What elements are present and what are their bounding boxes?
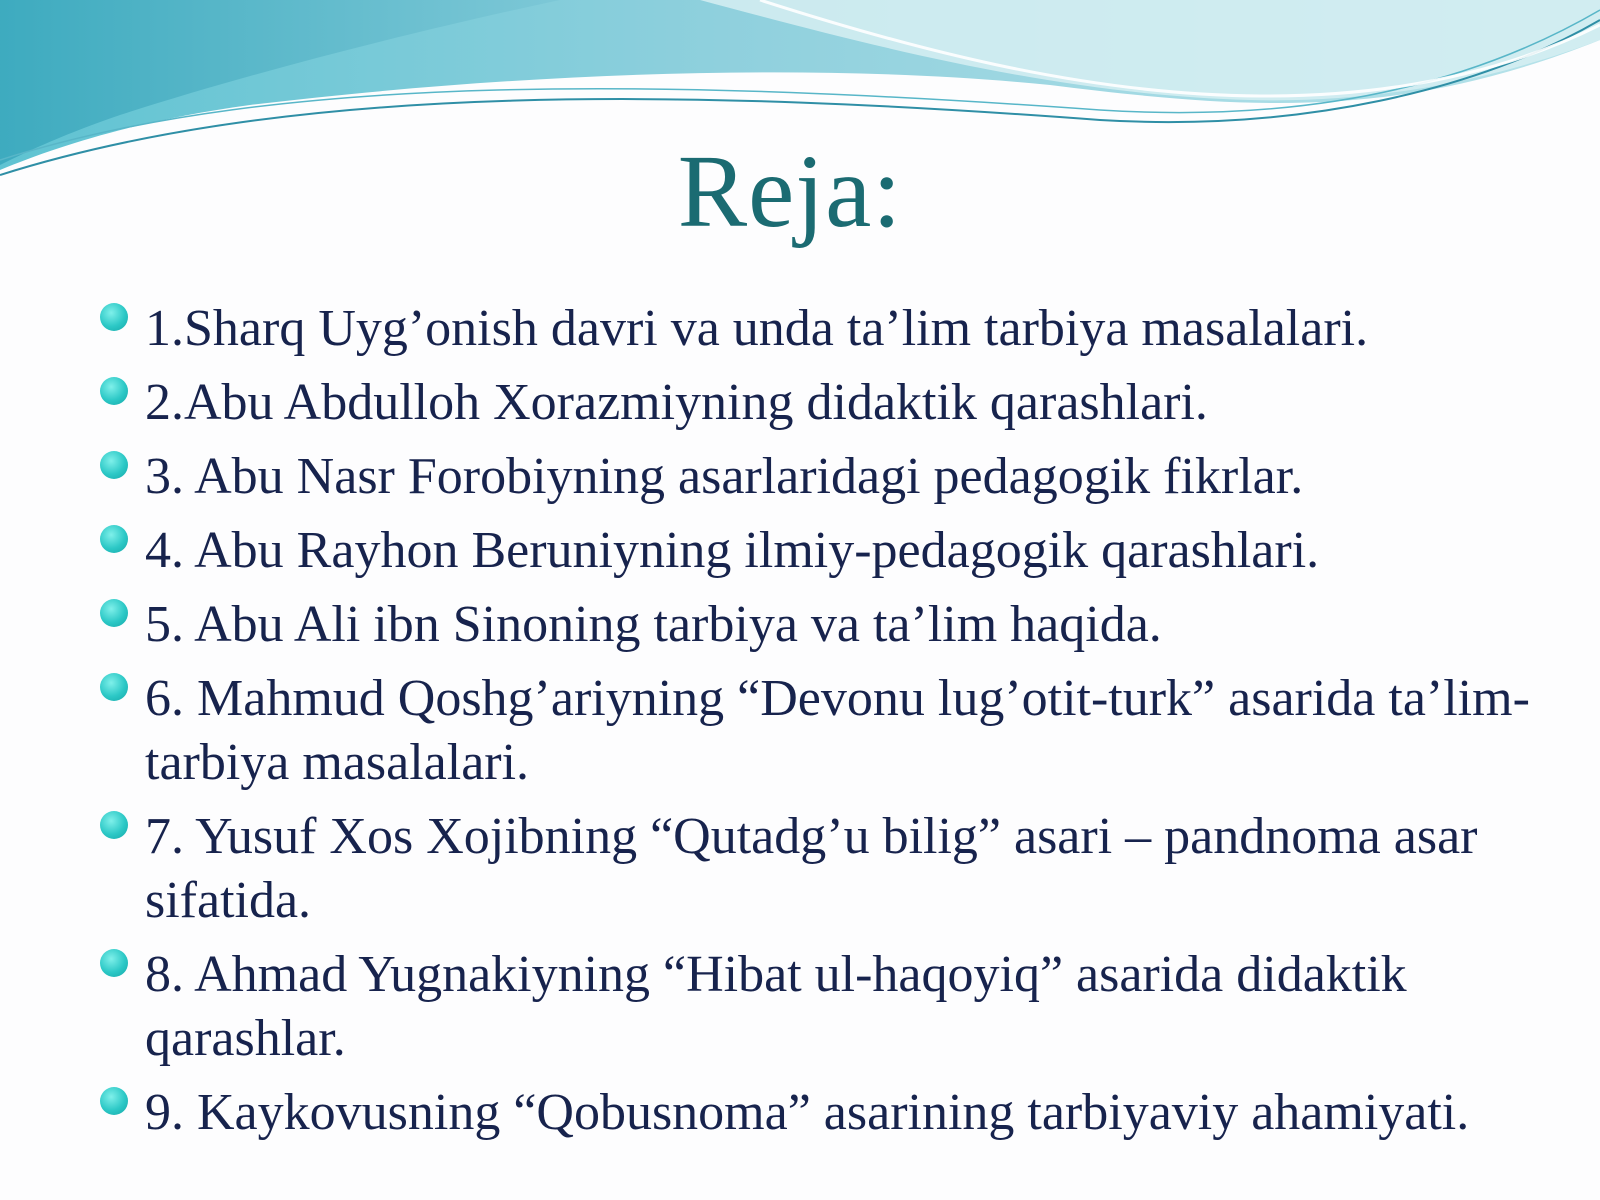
list-item-text: 6. Mahmud Qoshg’ariyning “Devonu lug’otit-turk” asarida ta’lim-tarbiya masalalari. xyxy=(145,670,1530,791)
list-item xyxy=(100,445,1580,509)
list-item-text: 9. Kaykovusning “Qobusnoma” asarining tarbiyaviy ahamiyati. xyxy=(145,1084,1470,1141)
bullet-icon xyxy=(100,949,128,977)
slide-title: Reja: xyxy=(677,134,903,249)
list-item-text: 1.Sharq Uyg’onish davri va unda ta’lim tarbiya masalalari. xyxy=(145,300,1369,357)
list-item-text: 2.Abu Abdulloh Xorazmiyning didaktik qarashlari. xyxy=(145,374,1208,431)
bullet-icon xyxy=(100,811,128,839)
list-item xyxy=(100,371,1580,435)
list-item xyxy=(100,297,1580,361)
bullet-icon xyxy=(100,451,128,479)
bullet-icon xyxy=(100,1087,128,1115)
list-item-text: 8. Ahmad Yugnakiyning “Hibat ul-haqoyiq” asarida didaktik qarashlar. xyxy=(145,946,1407,1067)
list-item xyxy=(100,593,1580,657)
list-item xyxy=(100,667,1580,795)
bullet-icon xyxy=(100,673,128,701)
list-item xyxy=(100,519,1580,583)
list-item xyxy=(100,943,1580,1071)
bullet-icon xyxy=(100,377,128,405)
bullet-icon xyxy=(100,525,128,553)
bullet-icon xyxy=(100,303,128,331)
list-item xyxy=(100,1081,1580,1145)
list-item xyxy=(100,805,1580,933)
list-item-text: 7. Yusuf Xos Xojibning “Qutadg’u bilig” asari – pandnoma asar sifatida. xyxy=(145,808,1478,929)
list-item-text: 3. Abu Nasr Forobiyning asarlaridagi pedagogik fikrlar. xyxy=(145,448,1304,505)
plan-list xyxy=(100,297,1580,1155)
bullet-icon xyxy=(100,599,128,627)
list-item-text: 5. Abu Ali ibn Sinoning tarbiya va ta’lim haqida. xyxy=(145,596,1162,653)
list-item-text: 4. Abu Rayhon Beruniyning ilmiy-pedagogik qarashlari. xyxy=(145,522,1320,579)
